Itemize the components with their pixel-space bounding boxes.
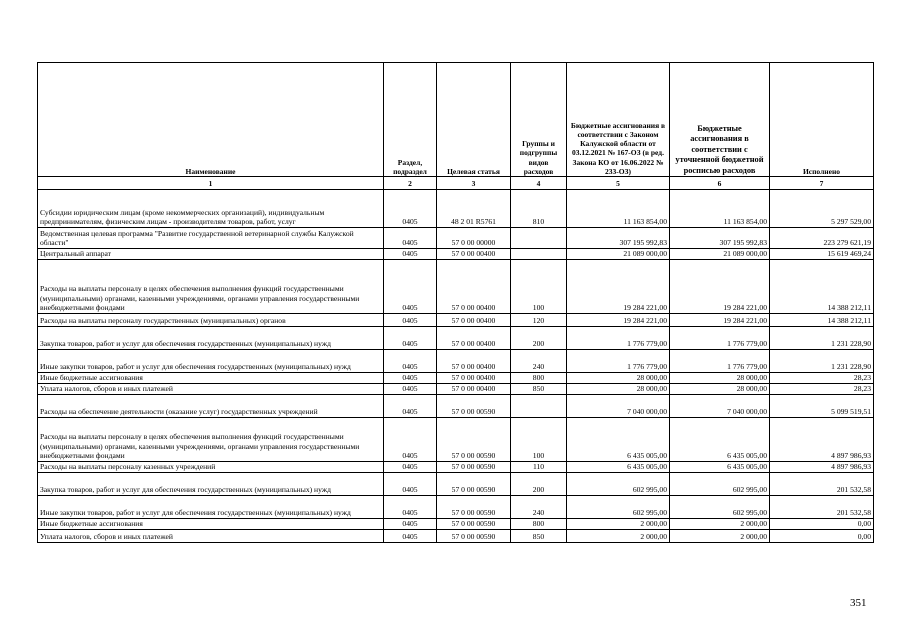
row-law-allocation: 6 435 005,00 [567,462,670,473]
row-target-article: 57 0 00 00400 [437,350,511,373]
row-target-article: 57 0 00 00590 [437,462,511,473]
table-row [38,473,874,496]
row-executed: 4 897 986,93 [770,418,874,462]
row-name: Расходы на обеспечение деятельности (оказание услуг) государственных учреждений [38,395,384,418]
column-number: 1 [38,177,384,190]
table-row [38,190,874,228]
table-row [38,260,874,314]
row-refined-allocation: 1 776 779,00 [670,350,770,373]
row-refined-allocation: 28 000,00 [670,373,770,384]
row-target-article: 57 0 00 00400 [437,384,511,395]
row-executed: 14 388 212,11 [770,260,874,314]
row-target-article: 57 0 00 00590 [437,530,511,543]
table-row [38,395,874,418]
table-row [38,249,874,260]
budget-table [37,62,874,543]
row-name: Расходы на выплаты персоналу в целях обеспечения выполнения функций государственными (муниципальными) органами, казенными учреждениями, органами управления государственными внебюджетными фондами [38,418,384,462]
row-name: Расходы на выплаты персоналу государственных (муниципальных) органов [38,314,384,327]
row-executed: 4 897 986,93 [770,462,874,473]
row-section: 0405 [384,327,437,350]
row-refined-allocation: 21 089 000,00 [670,249,770,260]
row-expense-group [511,228,567,249]
row-law-allocation: 6 435 005,00 [567,418,670,462]
table-header-row [38,63,874,177]
row-section: 0405 [384,260,437,314]
row-expense-group: 200 [511,327,567,350]
row-target-article: 57 0 00 00590 [437,395,511,418]
row-law-allocation: 19 284 221,00 [567,260,670,314]
row-expense-group: 850 [511,384,567,395]
header-section: Раздел, подраздел [384,63,437,177]
row-law-allocation: 307 195 992,83 [567,228,670,249]
row-refined-allocation: 19 284 221,00 [670,314,770,327]
row-name: Иные бюджетные ассигнования [38,373,384,384]
row-section: 0405 [384,418,437,462]
row-law-allocation: 28 000,00 [567,384,670,395]
row-law-allocation: 21 089 000,00 [567,249,670,260]
row-expense-group: 800 [511,373,567,384]
row-refined-allocation: 28 000,00 [670,384,770,395]
column-number: 4 [511,177,567,190]
header-executed: Исполнено [770,63,874,177]
header-refined-allocations: Бюджетные ассигнования в соответствии с уточненной бюджетной росписью расходов [670,63,770,177]
column-number: 7 [770,177,874,190]
row-name: Закупка товаров, работ и услуг для обеспечения государственных (муниципальных) нужд [38,473,384,496]
row-expense-group: 100 [511,260,567,314]
row-section: 0405 [384,395,437,418]
row-law-allocation: 1 776 779,00 [567,350,670,373]
row-name: Иные закупки товаров, работ и услуг для обеспечения государственных (муниципальных) нужд [38,350,384,373]
row-section: 0405 [384,519,437,530]
row-section: 0405 [384,228,437,249]
row-expense-group: 850 [511,530,567,543]
row-target-article: 57 0 00 00400 [437,249,511,260]
row-refined-allocation: 1 776 779,00 [670,327,770,350]
row-section: 0405 [384,496,437,519]
row-target-article: 57 0 00 00590 [437,473,511,496]
row-name: Центральный аппарат [38,249,384,260]
row-target-article: 57 0 00 00590 [437,418,511,462]
row-expense-group: 810 [511,190,567,228]
header-name: Наименование [38,63,384,177]
row-target-article: 57 0 00 00400 [437,260,511,314]
column-number: 2 [384,177,437,190]
column-number: 5 [567,177,670,190]
row-executed: 28,23 [770,373,874,384]
table-row [38,384,874,395]
row-executed: 15 619 469,24 [770,249,874,260]
row-executed: 201 532,58 [770,473,874,496]
row-expense-group: 100 [511,418,567,462]
row-expense-group: 240 [511,350,567,373]
row-law-allocation: 7 040 000,00 [567,395,670,418]
table-row [38,373,874,384]
row-name: Иные закупки товаров, работ и услуг для обеспечения государственных (муниципальных) нужд [38,496,384,519]
row-expense-group: 120 [511,314,567,327]
row-refined-allocation: 7 040 000,00 [670,395,770,418]
row-section: 0405 [384,350,437,373]
row-executed: 201 532,58 [770,496,874,519]
row-section: 0405 [384,473,437,496]
row-law-allocation: 602 995,00 [567,473,670,496]
row-refined-allocation: 6 435 005,00 [670,462,770,473]
row-section: 0405 [384,249,437,260]
table-row [38,418,874,462]
row-target-article: 57 0 00 00400 [437,373,511,384]
row-expense-group [511,249,567,260]
row-law-allocation: 11 163 854,00 [567,190,670,228]
table-row [38,462,874,473]
table-row [38,327,874,350]
row-executed: 1 231 228,90 [770,327,874,350]
row-expense-group [511,395,567,418]
row-executed: 0,00 [770,530,874,543]
row-expense-group: 200 [511,473,567,496]
table-row [38,228,874,249]
page-number: 351 [850,597,867,609]
row-name: Расходы на выплаты персоналу казенных учреждений [38,462,384,473]
header-expense-group: Группы и подгруппы видов расходов [511,63,567,177]
table-row [38,350,874,373]
row-target-article: 57 0 00 00590 [437,519,511,530]
column-numbers-row [38,177,874,190]
row-executed: 5 297 529,00 [770,190,874,228]
row-law-allocation: 28 000,00 [567,373,670,384]
row-section: 0405 [384,190,437,228]
column-number: 6 [670,177,770,190]
row-refined-allocation: 602 995,00 [670,473,770,496]
row-name: Уплата налогов, сборов и иных платежей [38,530,384,543]
row-refined-allocation: 602 995,00 [670,496,770,519]
table-row [38,519,874,530]
column-number: 3 [437,177,511,190]
header-target-article: Целевая статья [437,63,511,177]
row-executed: 28,23 [770,384,874,395]
row-target-article: 57 0 00 00400 [437,314,511,327]
row-law-allocation: 2 000,00 [567,530,670,543]
row-refined-allocation: 2 000,00 [670,530,770,543]
row-section: 0405 [384,384,437,395]
row-target-article: 57 0 00 00590 [437,496,511,519]
row-law-allocation: 1 776 779,00 [567,327,670,350]
table-row [38,530,874,543]
row-expense-group: 800 [511,519,567,530]
row-refined-allocation: 2 000,00 [670,519,770,530]
row-refined-allocation: 11 163 854,00 [670,190,770,228]
row-refined-allocation: 6 435 005,00 [670,418,770,462]
row-name: Субсидии юридическим лицам (кроме некоммерческих организаций), индивидуальным предпринимателям, физическим лицам - производителям товаров, работ, услуг [38,190,384,228]
row-target-article: 57 0 00 00400 [437,327,511,350]
row-law-allocation: 2 000,00 [567,519,670,530]
row-executed: 14 388 212,11 [770,314,874,327]
row-name: Закупка товаров, работ и услуг для обеспечения государственных (муниципальных) нужд [38,327,384,350]
row-name: Ведомственная целевая программа "Развитие государственной ветеринарной службы Калужской области" [38,228,384,249]
row-executed: 5 099 519,51 [770,395,874,418]
row-section: 0405 [384,314,437,327]
row-refined-allocation: 19 284 221,00 [670,260,770,314]
row-executed: 0,00 [770,519,874,530]
row-refined-allocation: 307 195 992,83 [670,228,770,249]
row-expense-group: 240 [511,496,567,519]
row-name: Иные бюджетные ассигнования [38,519,384,530]
table-row [38,314,874,327]
row-target-article: 48 2 01 R5761 [437,190,511,228]
row-name: Уплата налогов, сборов и иных платежей [38,384,384,395]
row-law-allocation: 19 284 221,00 [567,314,670,327]
row-executed: 223 279 621,19 [770,228,874,249]
row-section: 0405 [384,462,437,473]
row-executed: 1 231 228,90 [770,350,874,373]
row-name: Расходы на выплаты персоналу в целях обеспечения выполнения функций государственными (муниципальными) органами, казенными учреждениями, органами управления государственными внебюджетными фондами [38,260,384,314]
row-section: 0405 [384,530,437,543]
row-law-allocation: 602 995,00 [567,496,670,519]
table-row [38,496,874,519]
row-expense-group: 110 [511,462,567,473]
row-target-article: 57 0 00 00000 [437,228,511,249]
row-section: 0405 [384,373,437,384]
header-law-allocations: Бюджетные ассигнования в соответствии с Законом Калужской области от 03.12.2021 № 167-ОЗ (в ред. Закона КО от 16.06.2022 № 233-ОЗ) [567,63,670,177]
